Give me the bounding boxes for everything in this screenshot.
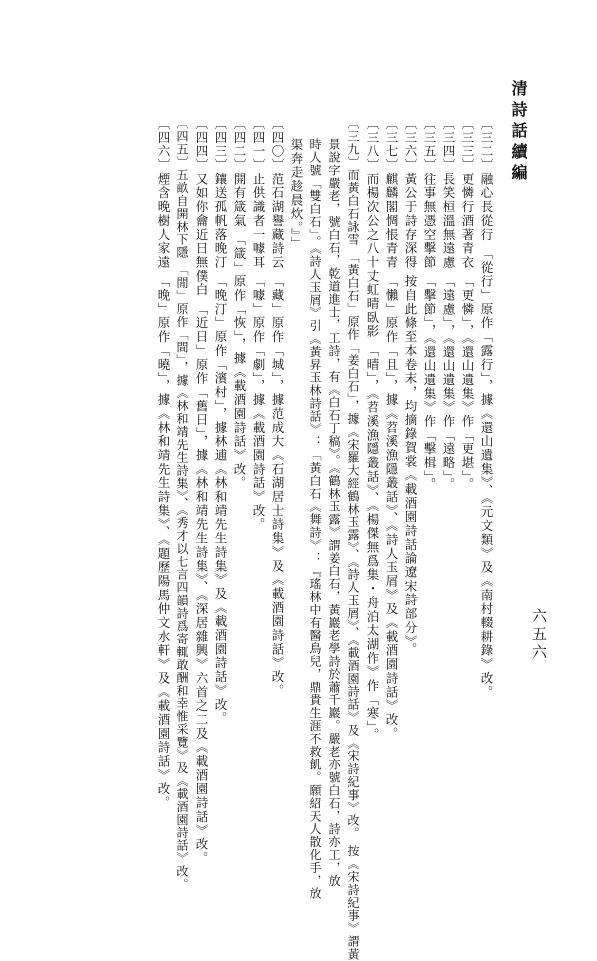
- note-line: 〔四四〕又如你龠近日無僕白 「近日」原作「舊日」，據《林和靖先生詩集》、《深居雜興》六首之二及《載酒園詩話》改。: [194, 117, 209, 866]
- note-line: 〔三三〕更憐行酒著青衣 「更憐」，《還山遺集》作「更堪」。: [460, 117, 475, 492]
- note-line: 渠奔走趁晨炊。』」: [289, 138, 304, 251]
- note-line: 〔四二〕開有箴氣 「箴」原作「恢」，據《載酒園詩話》改。: [232, 117, 247, 491]
- note-line: 〔三七〕麒麟閣惆悵青青 「懶」原作「且」，據《苕溪漁隱叢話》、《詩人玉屑》及《載酒園詩話》改。: [384, 117, 399, 741]
- note-line: 〔三八〕而楊次公之八十丈虹晴臥影 「晴」，《苕溪漁隱叢話》、《楊傑無爲集・舟泊太湖作》作「寒」。: [365, 117, 380, 743]
- note-line: 〔四一〕止供識者一噱耳 「噱」原作「劇」，據《載酒園詩話》改。: [251, 117, 266, 532]
- page-number: 六五六: [530, 608, 548, 662]
- book-title-header: 清詩話續編: [509, 80, 528, 185]
- note-line: 〔四六〕煙含晚樹人家遠 「晚」原作「曉」，據《林和靖先生詩集》、《題歷陽馬仲文水軒》及《載酒園詩話》改。: [156, 117, 171, 810]
- note-line: 〔三六〕黃公于詩存深得 按自此條至本卷末，均摘錄賀裳《載酒園詩話論遼宋詩部分》。: [403, 117, 418, 657]
- note-line: 時人號「雙白石」。《詩人玉屑》引《黃昇玉林詩話》：「黃白石《舞詩》：『瑤林中有醫鳥兒，鼎貴生涯不救飢。願紹天人散化手，放: [308, 138, 322, 900]
- note-line: 〔四〇〕范石湖譽藏詩云 「藏」原作「城」，據范成大《石湖居士詩集》及《載酒園詩話》改。: [270, 117, 285, 698]
- note-line: 〔三四〕長笑桓溫無遠慮 「遠慮」，《還山遺集》作「遠略」。: [441, 117, 456, 492]
- note-line: 景說字嚴老，號白石，乾道進士，工詩，有《白石丁稿》。《鶴林玉露》謂姜白石，黃巖老學詩於蕭千巖。嚴老亦號白石，詩亦工，放: [327, 138, 341, 888]
- note-line: 〔三二〕融心長從行 「從行」原作「露行」，據《還山遺集》、《元文類》及《南村輟耕錄》改。: [479, 117, 494, 700]
- note-line: 〔三九〕而黃白石詠雪 「黃白石」原作「姜白石」，據《宋羅大經鶴林玉露》、《詩人玉屑》、《載酒園詩話》及《宋詩紀事》改。 按《宋詩紀事》謂黃: [346, 117, 360, 961]
- note-line: 〔四五〕五畝自開林下隱 「閒」原作「間」，據《林和靖先生詩集》、《秀才以七言四韻詩爲寄輒敢酬和幸惟采覽》及《載酒園詩話》改。: [175, 117, 189, 891]
- note-line: 〔四三〕鑲送孤帆落晚汀 「晚汀」原作「濱村」，據林逋《林和靖先生詩集》及《載酒園詩話》改。: [213, 117, 228, 726]
- note-line: 〔三五〕往事無憑空擊節 「擊節」，《還山遺集》作「擊楫」。: [422, 117, 437, 492]
